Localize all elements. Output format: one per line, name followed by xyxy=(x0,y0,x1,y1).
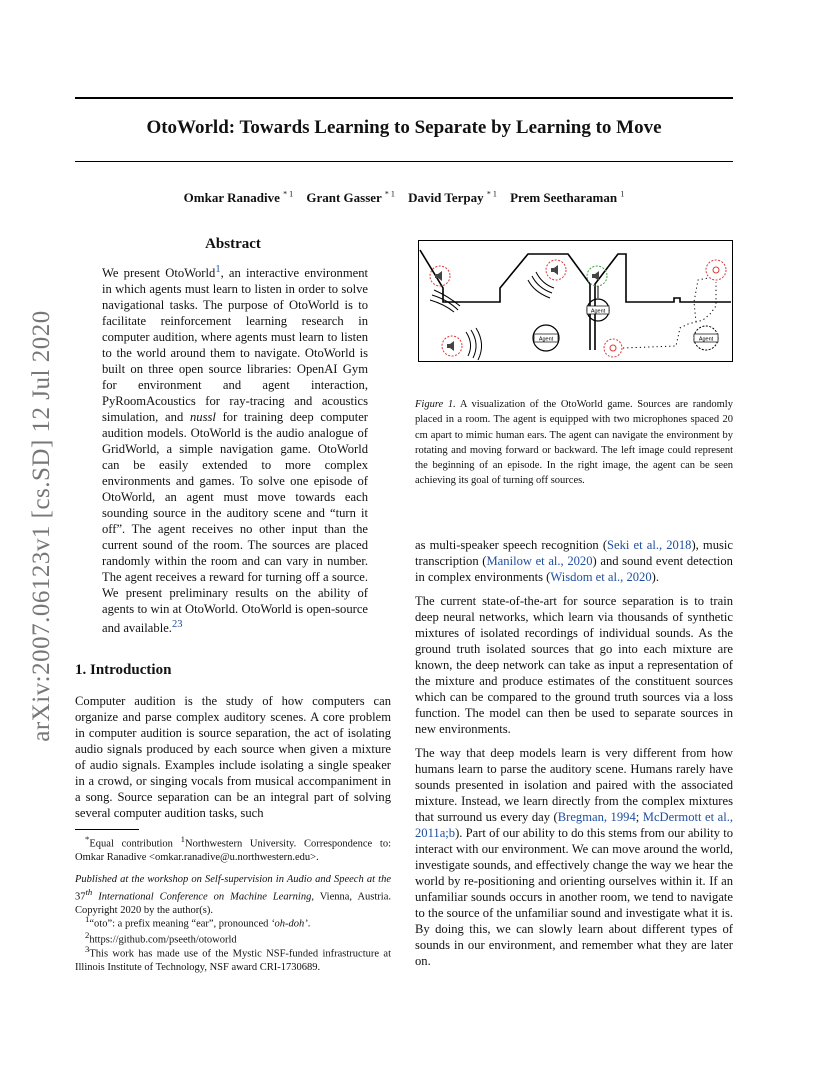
figure-caption xyxy=(415,397,733,489)
author-affiliation-mark: * 1 xyxy=(384,190,395,199)
paragraph-text: ), music transcription ( xyxy=(415,538,733,568)
title-rule-bottom xyxy=(75,161,733,162)
author-name: David Terpay xyxy=(408,190,484,206)
paragraph: The current state-of-the-art for source separation is to train deep neural networks, which learn via thousands of synthetic mixtures of isolated recordings of individual sounds. As the ground truth isolated sources that go into each mixture are known, the deep network can take as input a representation of the mixture and produce estimates of the constituent sources which can be compared to the ground truth sources via a loss function. The model can then be used to separate sources in new environments. xyxy=(415,594,733,736)
introduction-heading: 1. Introduction xyxy=(75,662,172,678)
abstract-text: , an interactive environment in which agents must learn to listen in order to solve navigational tasks. The purpose of OtoWorld is to facilitate reinforcement learning research in computer audition, where agents must learn to listen to the world around them to navigate. OtoWorld is built on three open source libraries: OpenAI Gym for environment and agent interaction, PyRoomAcoustics for ray-tracing and acoustics simulation, and xyxy=(102,266,369,425)
citation-link[interactable]: Manilow et al., 2020 xyxy=(486,554,593,568)
paragraph-text: The way that deep models learn is very different from how humans learn to parse the auditory scene. Humans rarely have sounds presented in isolation and paired with the associated mixture. Instead, we learn directly from the complex mixtures that surround us every day ( xyxy=(415,746,733,824)
footnote-mark: 2 xyxy=(85,930,90,940)
footnote-text: ‘oh-doh’ xyxy=(271,918,308,930)
agent-label: Agent xyxy=(590,308,606,315)
footnote-link-1[interactable]: 1 xyxy=(215,264,221,275)
arxiv-stamp-text: arXiv:2007.06123v1 [cs.SD] 12 Jul 2020 xyxy=(28,310,55,742)
footnote-rule xyxy=(75,829,139,830)
sound-source-5 xyxy=(604,339,622,357)
footnote-text: 37 xyxy=(75,891,86,903)
sound-source-4 xyxy=(706,260,726,280)
footnote-text: . xyxy=(307,918,311,930)
author-name: Grant Gasser xyxy=(306,190,382,206)
citation-link[interactable]: Wisdom et al., 2020 xyxy=(550,570,652,584)
figure-border xyxy=(419,241,733,362)
footnote-link-23[interactable]: 23 xyxy=(171,619,183,631)
citation-link[interactable]: Bregman, 1994 xyxy=(557,810,636,824)
speaker-icon xyxy=(592,271,599,281)
otoworld-figure xyxy=(418,240,733,362)
author-3 xyxy=(408,190,497,205)
footnote-equal-contribution xyxy=(75,833,391,864)
citation-link[interactable]: Seki et al., 2018 xyxy=(607,538,692,552)
footnote-3 xyxy=(75,943,391,974)
author-affiliation-mark: * 1 xyxy=(283,190,294,199)
figure-label: Figure 1. xyxy=(415,399,456,410)
paper-title: OtoWorld: Towards Learning to Separate by Learning to Move xyxy=(146,117,662,138)
footnote-text: , Vienna, Austria. Copyright 2020 by the author(s). xyxy=(75,891,391,916)
footnote-star: * xyxy=(85,834,90,844)
agent-right-lower xyxy=(694,326,718,350)
footnote-url[interactable]: https://github.com/pseeth/otoworld xyxy=(89,934,237,946)
agent-label: Agent xyxy=(698,336,714,343)
sound-source-3 xyxy=(442,328,482,360)
agent-right-upper xyxy=(587,299,609,321)
footnote-1 xyxy=(75,913,391,931)
abstract-heading: Abstract xyxy=(205,236,261,252)
footnote-text: International Conference on Machine Learning xyxy=(92,891,312,903)
paragraph-text: ) and sound event detection in complex environments ( xyxy=(415,554,733,584)
footnote-mark: 1 xyxy=(85,914,90,924)
author-2 xyxy=(306,190,394,205)
speaker-icon xyxy=(447,341,454,351)
author-1 xyxy=(184,190,293,205)
footnote-text: Published at the workshop on Self-supervision in Audio and Speech at the xyxy=(75,874,391,885)
nussl-name: nussl xyxy=(189,410,216,425)
abstract-text: for training deep computer audition models. OtoWorld is the audio analogue of GridWorld, a simple navigation game. OtoWorld can be easily extended to more complex environments and games. To solve one episode of OtoWorld, an agent must move towards each sounding source in the auditory scene and “turn it off”. The agent receives no other input than the current sound of the room. The sources are placed randomly within the room and can vary in number. The agent receives a reward for turning off a source. We present preliminary results on the ability of agents to win at OtoWorld. OtoWorld is open-source and available. xyxy=(102,410,368,636)
intro-paragraph: Computer audition is the study of how computers can organize and parse complex auditory scenes. A core problem in computer audition is source separation, the act of isolating audio signals produced by each source when given a mixture of audio signals. Examples include isolating a single speaker in a crowd, or singing vocals from musical accompaniment in a song. Source separation can be an integral part of solving several computer audition tasks, such xyxy=(75,694,391,820)
author-4 xyxy=(510,190,624,205)
author-name: Prem Seetharaman xyxy=(510,190,618,206)
footnote-published xyxy=(75,873,391,917)
sound-source-2 xyxy=(528,260,566,298)
figure-caption-text: A visualization of the OtoWorld game. Sources are randomly placed in a room. The agent is equipped with two microphones spaced 20 cm apart to mimic human ears. The agent can navigate the environment by rotating and moving forward or backward. The left image could represent the beginning of an episode. In the right image, the agent can be seen achieving its goal of turning off sources. xyxy=(415,399,733,487)
footnote-text: “oto”: a prefix meaning “ear”, pronounced xyxy=(89,918,271,930)
citation-link[interactable]: McDermott et al., 2011a;b xyxy=(415,810,734,840)
author-affiliation-mark: 1 xyxy=(620,190,625,199)
paragraph-text: as multi-speaker speech recognition ( xyxy=(415,538,608,552)
author-list xyxy=(75,190,733,206)
paragraph xyxy=(415,537,733,585)
paragraph-text: ; xyxy=(635,810,643,824)
footnote-text: Equal contribution xyxy=(89,838,181,850)
paragraph-text: ). Part of our ability to do this stems from our ability to interact with our environment. We can move around the world, investigate sounds, and effectively change the way we hear the world by re-positioning and orienting ourselves within it. If an unfamiliar sounds occurs in another room, we tend to navigate to the source of the unfamiliar sound and investigate what it is. By doing this, we can slowly learn about different types of sounds in our environment, and remember what they are later on. xyxy=(415,826,733,968)
author-affiliation-mark: * 1 xyxy=(486,190,497,199)
author-name: Omkar Ranadive xyxy=(183,190,280,206)
abstract-body xyxy=(102,262,368,636)
agent-label: Agent xyxy=(538,336,554,343)
speaker-icon xyxy=(551,265,558,275)
arxiv-stamp xyxy=(22,296,62,756)
agent-left xyxy=(533,325,559,351)
paragraph-text: ). xyxy=(651,570,659,584)
title-rule-top xyxy=(75,97,733,99)
footnote-text: Northwestern University. Correspondence to: Omkar Ranadive <omkar.ranadive@u.northwestern.edu>. xyxy=(75,838,391,863)
footnote-text: th xyxy=(85,887,93,897)
paragraph xyxy=(415,745,733,969)
footnote-affiliation-mark: 1 xyxy=(180,834,186,844)
footnote-mark: 3 xyxy=(85,944,90,954)
abstract-text: We present OtoWorld xyxy=(102,266,216,281)
footnote-text: This work has made use of the Mystic NSF-funded infrastructure at Illinois Institute of Technology, NSF award CRI-1730689. xyxy=(75,948,391,973)
